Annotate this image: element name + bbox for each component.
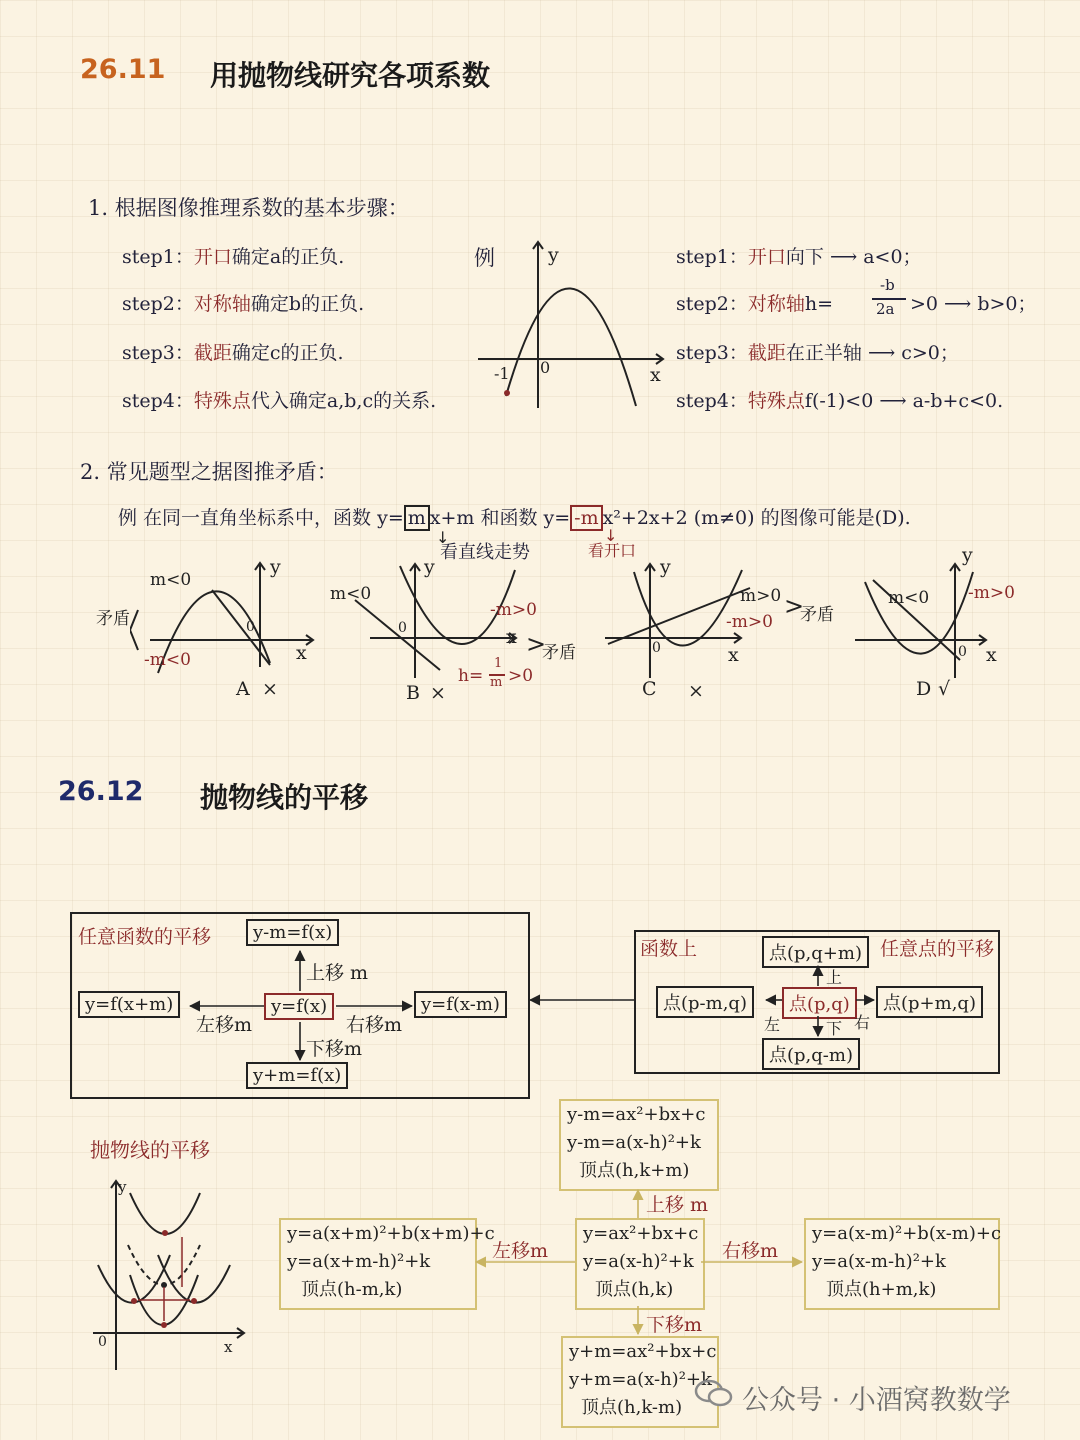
option-a-mark: × — [262, 678, 278, 700]
option-b-h-num: 1 — [494, 656, 503, 671]
right-step2-frac-num: -b — [880, 276, 895, 294]
left-step3-key: 截距 — [193, 342, 232, 364]
option-d-y: y — [962, 544, 973, 566]
function-box-title: 任意函数的平移 — [78, 926, 212, 948]
flow-down-line3: 顶点(h,k-m) — [581, 1397, 683, 1418]
example-minus1-label: -1 — [494, 364, 510, 383]
right-step1-text: 向下 ⟶ a<0； — [785, 246, 922, 268]
wechat-icon — [694, 1378, 734, 1408]
option-b-t1: m<0 — [330, 584, 372, 604]
flow-right-line1: y=a(x-m)²+b(x-m)+c — [812, 1223, 1002, 1244]
option-b-bracket-icon: > — [526, 630, 547, 658]
option-a-t1: m<0 — [150, 570, 192, 590]
point-box-title2: 任意点的平移 — [880, 938, 995, 960]
heading-common-types: 2. 常见题型之据图推矛盾： — [80, 460, 338, 484]
option-d-o: 0 — [958, 644, 967, 660]
left-step3-prefix: step3： — [122, 342, 194, 364]
option-c-y: y — [660, 556, 671, 578]
point-left-box: 点(p-m,q) — [656, 986, 754, 1018]
point-box-title: 函数上 — [640, 938, 698, 960]
example2-part-a: 例 在同一直角坐标系中，函数 y= — [118, 507, 404, 529]
left-step2-text: 确定b的正负. — [250, 293, 365, 315]
option-b-h-result: >0 — [508, 666, 534, 686]
example-y-label: y — [548, 244, 559, 266]
option-d-x: x — [986, 644, 997, 666]
option-c-contradiction: 矛盾 — [800, 605, 834, 625]
point-label-down: 下 — [826, 1019, 843, 1038]
option-d-letter: D — [916, 678, 932, 700]
option-c-letter: C — [642, 678, 657, 700]
right-step1-key: 开口 — [747, 246, 786, 268]
func-right-box: y=f(x-m) — [414, 991, 507, 1018]
option-b-letter: B — [406, 682, 420, 704]
left-step1-text: 确定a的正负. — [231, 246, 345, 268]
small-graph-y: y — [118, 1178, 127, 1196]
flow-down-line1: y+m=ax²+bx+c — [569, 1341, 717, 1362]
flow-up-line3: 顶点(h,k+m) — [579, 1160, 690, 1181]
option-d-mark: √ — [938, 678, 951, 700]
example-x-label: x — [650, 364, 661, 386]
flow-label-down: 下移m — [646, 1314, 703, 1336]
section-title-26-11: 用抛物线研究各项系数 — [210, 59, 491, 92]
func-center-box: y=f(x) — [264, 993, 334, 1020]
section-number-26-12: 26.12 — [58, 776, 144, 807]
option-c-t2: -m>0 — [726, 612, 773, 632]
flow-down-line2: y+m=a(x-h)²+k — [569, 1369, 712, 1390]
point-up-box: 点(p,q+m) — [762, 936, 869, 968]
example-origin-label: 0 — [540, 358, 551, 377]
example2-part-c: x²+2x+2 (m≠0) 的图像可能是(D). — [602, 507, 911, 529]
note-look-opening: 看开口 — [588, 541, 637, 560]
option-a-y: y — [270, 556, 281, 578]
option-a-o: 0 — [246, 619, 255, 635]
flow-up-line2: y-m=a(x-h)²+k — [567, 1132, 701, 1153]
left-step4-text: 代入确定a,b,c的关系. — [250, 390, 437, 412]
section-number-26-11: 26.11 — [80, 54, 166, 85]
flow-right-line3: 顶点(h+m,k) — [826, 1279, 937, 1300]
flow-center-line2: y=a(x-h)²+k — [583, 1251, 694, 1272]
right-step4-prefix: step4： — [676, 390, 748, 412]
watermark-text: 公众号 · 小酒窝教数学 — [742, 1385, 1011, 1416]
right-step1-prefix: step1： — [676, 246, 748, 268]
example2-m-box: m — [404, 505, 430, 531]
left-step2-key: 对称轴 — [193, 293, 251, 315]
example2-part-b: x+m 和函数 y= — [429, 507, 571, 529]
note-look-line: 看直线走势 — [440, 542, 530, 563]
right-step3-text: 在正半轴 ⟶ c>0； — [785, 342, 959, 364]
flow-left-line1: y=a(x+m)²+b(x+m)+c — [287, 1223, 495, 1244]
left-step3-text: 确定c的正负. — [231, 342, 344, 364]
example2-neg-m-box: -m — [570, 505, 602, 531]
point-down-box: 点(p,q-m) — [762, 1038, 860, 1070]
option-d-t2: -m>0 — [968, 583, 1015, 603]
flow-center-line3: 顶点(h,k) — [595, 1279, 674, 1300]
func-label-right: 右移m — [346, 1014, 403, 1036]
flow-left-line2: y=a(x+m-h)²+k — [287, 1251, 431, 1272]
right-step2-prefix: step2： — [676, 293, 748, 315]
option-b-contradiction: 矛盾 — [542, 643, 576, 663]
flow-up-line1: y-m=ax²+bx+c — [567, 1104, 706, 1125]
option-a-contradiction: 矛盾 — [96, 609, 130, 629]
option-b-mark: × — [430, 682, 446, 704]
point-center-box: 点(p,q) — [782, 987, 857, 1019]
flow-label-left: 左移m — [492, 1240, 549, 1262]
heading-basic-steps: 1. 根据图像推理系数的基本步骤： — [88, 196, 409, 220]
option-a-letter: A — [236, 678, 250, 700]
func-label-down: 下移m — [306, 1038, 363, 1060]
note2-arrow-icon: ↓ — [604, 526, 618, 545]
small-graph-o: 0 — [98, 1334, 107, 1350]
func-down-box: y+m=f(x) — [246, 1062, 348, 1089]
example-label: 例 — [474, 246, 495, 270]
point-label-up: 上 — [826, 968, 843, 987]
right-step3-key: 截距 — [747, 342, 786, 364]
func-label-left: 左移m — [196, 1014, 253, 1036]
right-step4-key: 特殊点 — [747, 390, 805, 412]
option-b-h: h= — [458, 666, 484, 686]
option-b-t2: -m>0 — [490, 600, 537, 620]
flow-label-up: 上移 m — [646, 1194, 709, 1216]
flow-left-line3: 顶点(h-m,k) — [301, 1279, 403, 1300]
note1-arrow-icon: ↓ — [436, 528, 450, 547]
point-right-box: 点(p+m,q) — [876, 986, 983, 1018]
right-step2-result: >0 ⟶ b>0； — [910, 293, 1037, 315]
flow-right-line2: y=a(x-m-h)²+k — [812, 1251, 946, 1272]
option-a-x: x — [296, 642, 307, 664]
option-c-x: x — [728, 644, 739, 666]
right-step2-frac-den: 2a — [876, 300, 895, 318]
left-step2-prefix: step2： — [122, 293, 194, 315]
option-d-t1: m<0 — [888, 588, 930, 608]
option-c-bracket-icon: > — [784, 592, 805, 620]
small-graph-x: x — [224, 1338, 233, 1356]
left-step1-prefix: step1： — [122, 246, 194, 268]
right-step4-text: f(-1)<0 ⟶ a-b+c<0. — [804, 390, 1004, 412]
option-c-o: 0 — [652, 640, 661, 656]
func-label-up: 上移 m — [306, 962, 369, 984]
option-c-t1: m>0 — [740, 586, 782, 606]
right-step2-text: h= — [804, 293, 834, 315]
point-label-left: 左 — [764, 1015, 781, 1034]
point-label-right: 右 — [854, 1013, 871, 1032]
left-step1-key: 开口 — [193, 246, 232, 268]
right-step2-key: 对称轴 — [747, 293, 805, 315]
parabola-translation-title: 抛物线的平移 — [90, 1138, 210, 1162]
option-b-y: y — [424, 556, 435, 578]
option-b-h-den: m — [490, 675, 503, 690]
func-up-box: y-m=f(x) — [246, 919, 339, 946]
flow-label-right: 右移m — [722, 1240, 779, 1262]
option-a-t2: -m<0 — [144, 650, 191, 670]
left-step4-prefix: step4： — [122, 390, 194, 412]
option-b-x: x — [506, 626, 517, 648]
option-b-o: 0 — [398, 620, 407, 636]
func-left-box: y=f(x+m) — [78, 991, 180, 1018]
right-step3-prefix: step3： — [676, 342, 748, 364]
section-title-26-12: 抛物线的平移 — [200, 781, 369, 814]
left-step4-key: 特殊点 — [193, 390, 251, 412]
flow-center-line1: y=ax²+bx+c — [583, 1223, 699, 1244]
option-c-mark: × — [688, 680, 704, 702]
